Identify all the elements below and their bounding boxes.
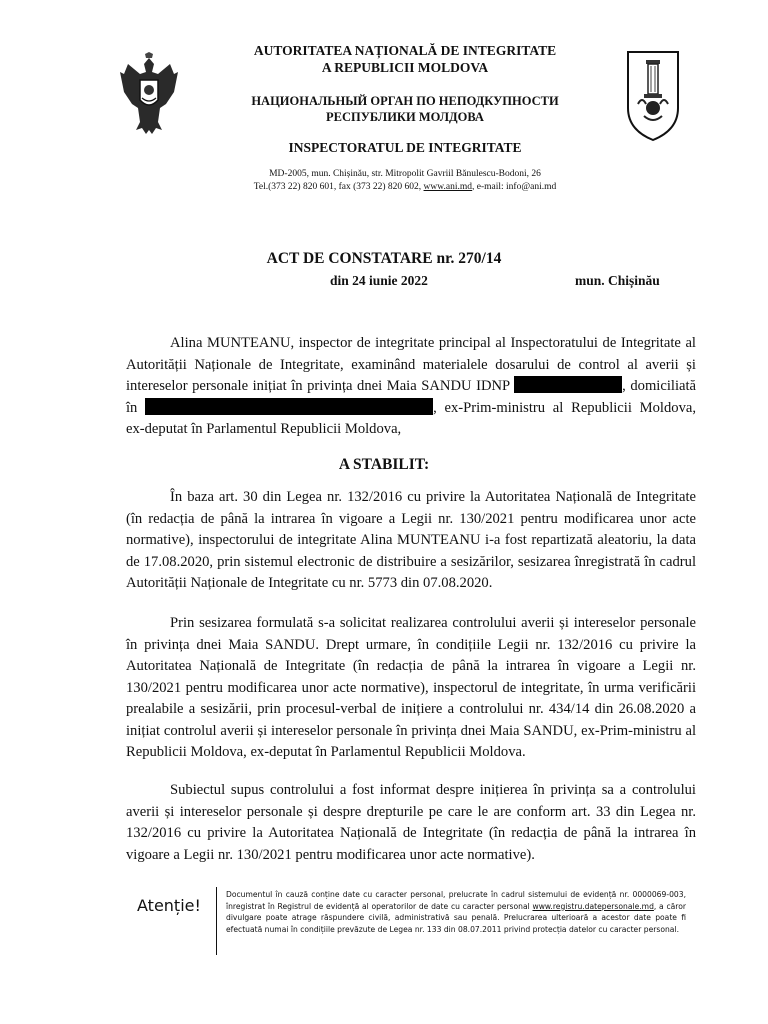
header-line-2: A REPUBLICII MOLDOVA — [321, 60, 489, 75]
phone-fax: Tel.(373 22) 820 601, fax (373 22) 820 602, — [253, 182, 424, 192]
header-line-1: AUTORITATEA NAȚIONALĂ DE INTEGRITATE — [253, 43, 557, 58]
intro-paragraph — [126, 333, 696, 441]
institution-name-ru — [190, 93, 620, 125]
redaction-idnp — [514, 376, 622, 393]
intro-text-3: , ex-Prim-ministru al Republicii Moldova, ex-deputat în Parlamentul Republicii Moldova, — [126, 399, 696, 437]
notice-divider — [216, 887, 217, 955]
act-date: din 24 iunie 2022 — [330, 273, 428, 288]
header-line-3: НАЦИОНАЛЬНЫЙ ОРГАН ПО НЕПОДКУПНОСТИ — [251, 94, 559, 108]
notice-text-b: , a căror divulgare poate atrage răspundere civilă, administrativă sau penală. Prelucrarea ulterioară a acestor date poate fi efectuată numai în condițiile prevăzute de Legea nr. 133 din 08.07.2011 privind protecția datelor cu caracter personal. — [226, 901, 686, 934]
moldova-coat-of-arms-icon — [118, 52, 180, 138]
inspectorate-name: INSPECTORATUL DE INTEGRITATE — [288, 140, 522, 155]
notice-title: Atenție! — [137, 896, 201, 915]
body-paragraph-2: Prin sesizarea formulată s-a solicitat realizarea controlului averii și intereselor personale în privința dnei Maia SANDU. Drept urmare, în condițiile Legii nr. 132/2016 cu privire la Autoritatea Națională de Integritate (în redacția de până la intrarea în vigoare a Legii nr. 130/2021 pentru modificarea unor acte normative), inspectorul de integritate, în urma verificării prealabile a sesizării, prin procesul-verbal de inițiere a controlului nr. 434/14 din 26.08.2020 a inițiat controlul averii și intereselor personale în privința dnei Maia SANDU, ex-Prim-ministru al Republicii Moldova, ex-deputat în Parlamentul Republicii Moldova. — [126, 615, 696, 760]
contact-line — [190, 181, 620, 194]
act-title: ACT DE CONSTATARE nr. 270/14 — [266, 250, 502, 267]
institution-name-ro — [190, 42, 620, 76]
email: , e-mail: info@ani.md — [472, 182, 557, 192]
act-city: mun. Chișinău — [575, 273, 660, 288]
section-title: A STABILIT: — [338, 456, 430, 473]
intro-text-2: , domiciliată în — [126, 378, 697, 416]
body-paragraph-1: În baza art. 30 din Legea nr. 132/2016 cu privire la Autoritatea Națională de Integritate (în redacția de până la intrarea în vigoare a Legii nr. 130/2021 pentru modificarea unor acte normative), inspectorului de integritate Alina MUNTEANU i-a fost repartizată aleatoriu, la data de 17.08.2020, prin sistemul electronic de distribuire a sesizărilor, sesizarea înregistrată în cadrul Autorității Naționale de Integritate cu nr. 5773 din 07.08.2020. — [126, 489, 696, 591]
website-link[interactable]: www.ani.md — [423, 182, 473, 192]
ani-emblem-icon — [626, 50, 680, 142]
header-line-4: РЕСПУБЛИКИ МОЛДОВА — [326, 110, 484, 124]
notice-text-a: Documentul în cauză conține date cu caracter personal, prelucrate în cadrul sistemului de evidență nr. 0000069-003, înregistrat în Registrul de evidență al operatorilor de date cu caracter personal — [226, 890, 686, 911]
redaction-address — [145, 398, 433, 415]
body-paragraph-3: Subiectul supus controlului a fost informat despre inițierea în privința sa a controlului averii și intereselor personale și despre drepturile pe care le are conform art. 33 din Legea nr. 132/2016 cu privire la Autoritatea Națională de Integritate (în redacția de până la intrarea în vigoare a Legii nr. 130/2021 pentru modificarea unor acte normative). — [126, 782, 696, 863]
contact-address — [190, 168, 620, 194]
intro-text-1: Alina MUNTEANU, inspector de integritate principal al Inspectoratului de Integritate al Autorității Naționale de Integritate, examinând materialele dosarului de control al averii și intereselor personale inițiat în privința dnei Maia SANDU IDNP — [126, 335, 696, 394]
notice-text — [226, 889, 686, 935]
registry-link[interactable]: www.registru.datepersonale.md — [532, 901, 654, 911]
address-line: MD-2005, mun. Chișinău, str. Mitropolit Gavriil Bănulescu-Bodoni, 26 — [269, 169, 541, 179]
